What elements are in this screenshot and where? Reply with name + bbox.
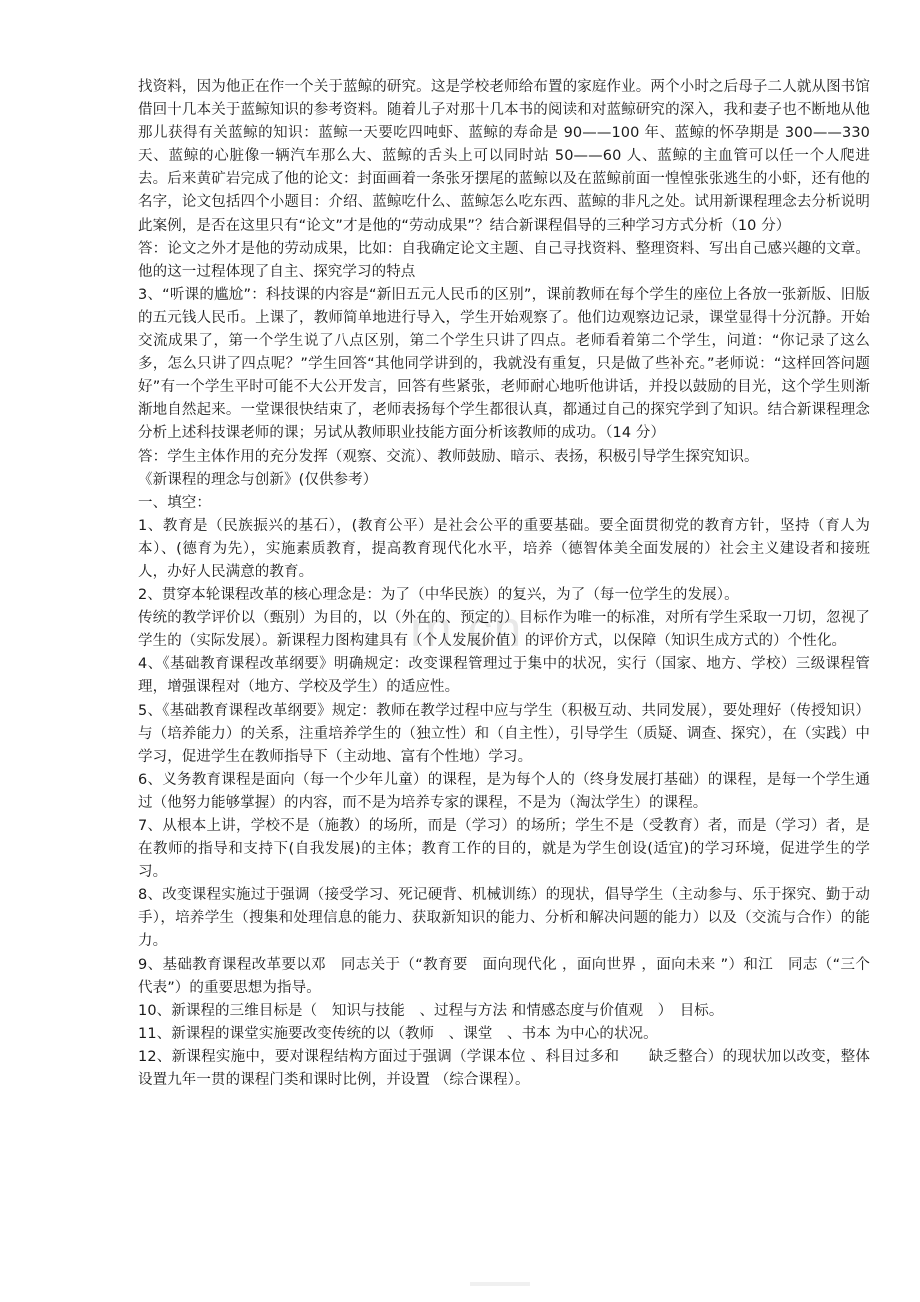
fill-item-7: 7、从根本上讲，学校不是（施教）的场所，而是（学习）的场所；学生不是（受教育）者，而是（学习）者，是在教师的指导和支持下(自我发展)的主体；教育工作的目的，就是为学生创设(适宜)的学习环境，促进学生的学习。 [138,818,870,881]
fill-item-9: 9、基础教育课程改革要以邓 同志关于（“教育要 面向现代化 ，面向世界 ，面向未来 ”）和江 同志（“三个代表”）的重要思想为指导。 [138,956,870,996]
fill-item-6: 6、义务教育课程是面向（每一个少年儿童）的课程，是为每个人的（终身发展打基础）的课程，是每一个学生通过（他努力能够掌握）的内容，而不是为培养专家的课程，不是为（淘汰学生）的课程。 [138,771,870,811]
fill-item-2: 2、贯穿本轮课程改革的核心理念是：为了（中华民族）的复兴，为了（每一位学生的发展）。 [138,587,739,604]
fill-item-1: 1、教育是（民族振兴的基石），(教育公平）是社会公平的重要基础。要全面贯彻党的教育方针，坚持（育人为本）、(德育为先），实施素质教育，提高教育现代化水平，培养（德智体美全面发展的）社会主义建设者和接班人，办好人民满意的教育。 [138,517,870,580]
footer-mark [470,1282,530,1286]
paragraph-case-3: 3、“听课的尴尬”：科技课的内容是“新旧五元人民币的区别”，课前教师在每个学生的座位上各放一张新版、旧版的五元钱人民币。上课了，教师简单地进行导入，学生开始观察了。他们边观察边记录，课堂显得十分沉静。开始交流成果了，第一个学生说了八点区别，第二个学生只讲了四点。老师看着第二个学生，问道：“你记录了这么多，怎么只讲了四点呢？”学生回答“其他同学讲到的，我就没有重复，只是做了些补充。”老师说：“这样回答问题好”有一个学生平时可能不大公开发言，回答有些紧张，老师耐心地听他讲话，并投以鼓励的目光，这个学生则渐渐地自然起来。一堂课很快结束了，老师表扬每个学生都很认真，都通过自己的探究学到了知识。结合新课程理念分析上述科技课老师的课；另试从教师职业技能方面分析该教师的成功。（14 分） [138,286,870,442]
fill-item-3: 传统的教学评价以（甄别）为目的，以（外在的、预定的）目标作为唯一的标准，对所有学生采取一刀切，忽视了学生的（实际发展）。新课程力图构建具有（个人发展价值）的评价方式，以保障（知识生成方式的）个性化。 [138,610,870,650]
document-body [138,76,870,1092]
paragraph-answer-3: 答：学生主体作用的充分发挥（观察、交流）、教师鼓励、暗示、表扬，积极引导学生探究知识。 [138,448,759,465]
fill-item-10: 10、新课程的三维目标是（ 知识与技能 、过程与方法 和情感态度与价值观 ） 目标。 [138,1002,724,1019]
paragraph-answer-2: 答：论文之外才是他的劳动成果，比如：自我确定论文主题、自己寻找资料、整理资料、写出自己感兴趣的文章。他的这一过程体现了自主、探究学习的特点 [138,240,870,280]
fill-item-5: 5、《基础教育课程改革纲要》规定：教师在教学过程中应与学生（积极互动、共同发展），要处理好（传授知识）与（培养能力）的关系，注重培养学生的（独立性）和（自主性），引导学生（质疑、调查、探究），在（实践）中学习，促进学生在教师指导下（主动地、富有个性地）学习。 [138,702,870,765]
fill-item-11: 11、新课程的课堂实施要改变传统的以（教师 、课堂 、书本 为中心的状况。 [138,1025,658,1042]
paragraph-case-blue-whale: 找资料，因为他正在作一个关于蓝鲸的研究。这是学校老师给布置的家庭作业。两个小时之后母子二人就从图书馆借回十几本关于蓝鲸知识的参考资料。随着儿子对那十几本书的阅读和对蓝鲸研究的深入，我和妻子也不断地从他那儿获得有关蓝鲸的知识：蓝鲸一天要吃四吨虾、蓝鲸的寿命是 90——100 年、蓝鲸的怀孕期是 300——330 天、蓝鲸的心脏像一辆汽车那么大、蓝鲸的舌头上可以同时站 50——60 人、蓝鲸的主血管可以任一个人爬进去。后来黄矿岩完成了他的论文：封面画着一条张牙摆尾的蓝鲸以及在蓝鲸前面一惶惶张张逃生的小虾，还有他的名字，论文包括四个小题目：介绍、蓝鲸吃什么、蓝鲸怎么吃东西、蓝鲸的非凡之处。试用新课程理念去分析说明此案例，是否在这里只有“论文”才是他的“劳动成果”？结合新课程倡导的三种学习方式分析（10 分） [138,79,870,234]
fill-item-4: 4、《基础教育课程改革纲要》明确规定：改变课程管理过于集中的状况，实行（国家、地方、学校）三级课程管理，增强课程对（地方、学校及学生）的适应性。 [138,656,870,696]
fill-item-8: 8、改变课程实施过于强调（接受学习、死记硬背、机械训练）的现状，倡导学生（主动参与、乐于探究、勤于动手），培养学生（搜集和处理信息的能力、获取新知识的能力、分析和解决问题的能力）以及（交流与合作）的能力。 [138,887,870,950]
section-title: 《新课程的理念与创新》(仅供参考） [138,471,378,488]
watermark: m.cn [410,601,523,657]
fill-item-12: 12、新课程实施中，要对课程结构方面过于强调（学课本位 、科目过多和 缺乏整合）的现状加以改变，整体设置九年一贯的课程门类和课时比例，并设置 （综合课程）。 [138,1048,870,1089]
section-heading-fill: 一、填空： [138,494,211,511]
